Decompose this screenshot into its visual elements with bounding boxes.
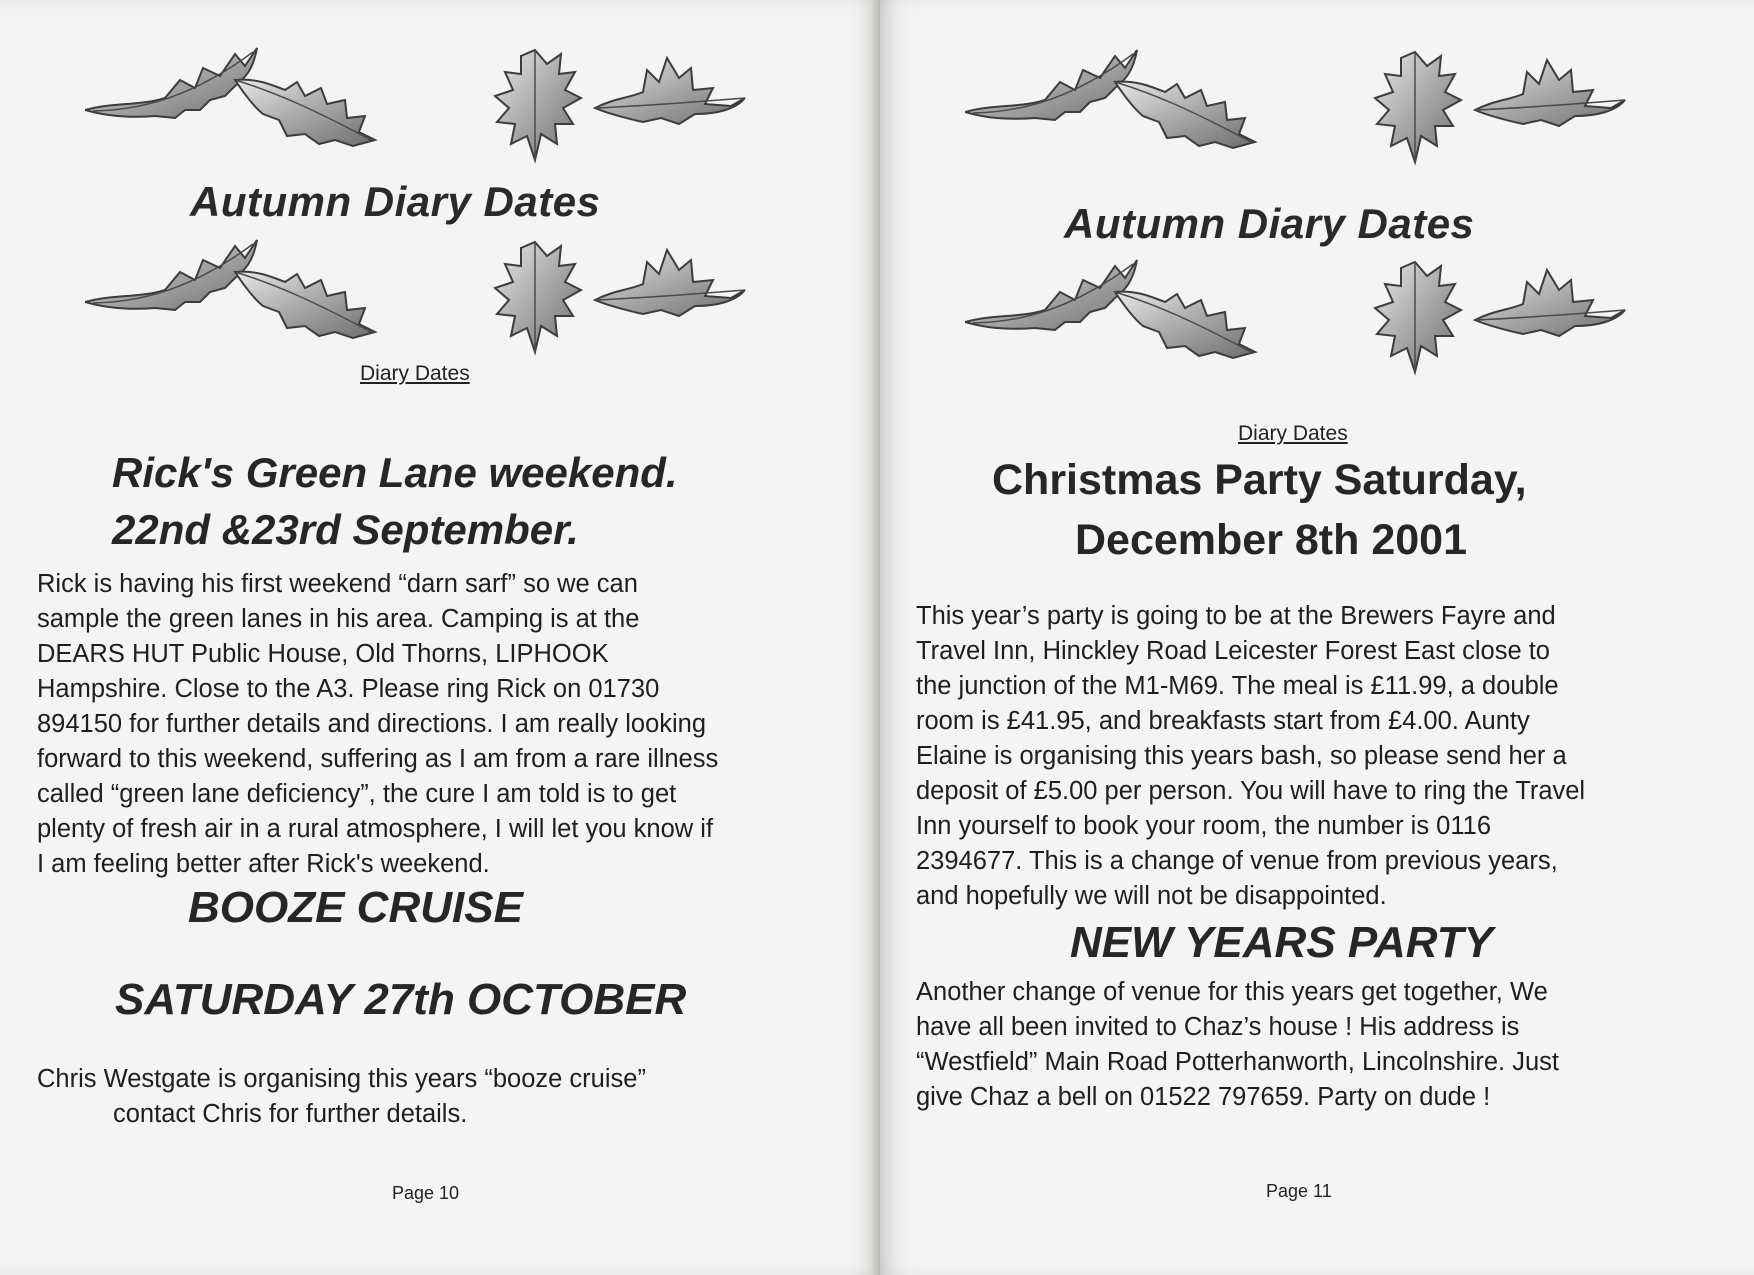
event-date: 22nd &23rd September. [112, 506, 579, 553]
event-title: BOOZE CRUISE [188, 883, 523, 932]
text-line: contact Chris for further details. [113, 1100, 468, 1128]
text-line: Inn yourself to book your room, the number is 0116 [916, 812, 1492, 840]
holly-leaf-icon [85, 40, 765, 170]
text-line: 2394677. This is a change of venue from previous years, [916, 847, 1558, 875]
event-title: Christmas Party Saturday, [992, 456, 1527, 504]
text-line: Rick is having his first weekend “darn sarf” so we can [37, 570, 638, 598]
text-line: I am feeling better after Rick's weekend. [37, 850, 490, 878]
text-line: Travel Inn, Hinckley Road Leicester Forest East close to [916, 637, 1550, 665]
holly-leaf-icon [965, 252, 1645, 392]
page-number: Page 11 [1266, 1181, 1332, 1201]
section-heading: Autumn Diary Dates [190, 178, 601, 225]
right-page [880, 0, 1754, 1275]
event-title: Rick's Green Lane weekend. [112, 449, 678, 496]
event-date: SATURDAY 27th OCTOBER [115, 975, 687, 1024]
text-line: forward to this weekend, suffering as I am from a rare illness [37, 745, 719, 773]
text-line: called “green lane deficiency”, the cure I am told is to get [37, 780, 677, 808]
text-line: “Westfield” Main Road Potterhanworth, Lincolnshire. Just [916, 1048, 1559, 1076]
event-description [37, 1062, 646, 1132]
text-line: Elaine is organising this years bash, so please send her a [916, 742, 1567, 770]
diary-dates-label: Diary Dates [360, 362, 470, 385]
text-line: Chris Westgate is organising this years “booze cruise” [37, 1065, 646, 1093]
text-line: plenty of fresh air in a rural atmosphere, I will let you know if [37, 815, 714, 843]
text-line: have all been invited to Chaz’s house ! His address is [916, 1013, 1520, 1041]
section-heading: Autumn Diary Dates [1064, 200, 1475, 247]
event-title: NEW YEARS PARTY [1070, 918, 1493, 967]
event-date: December 8th 2001 [1075, 516, 1467, 564]
text-line: the junction of the M1-M69. The meal is £11.99, a double [916, 672, 1559, 700]
event-description [916, 975, 1559, 1115]
event-description [916, 599, 1585, 914]
holly-leaf-icon [965, 42, 1645, 172]
holly-leaf-icon [85, 232, 765, 372]
text-line: room is £41.95, and breakfasts start from £4.00. Aunty [916, 707, 1530, 735]
text-line: This year’s party is going to be at the Brewers Fayre and [916, 602, 1556, 630]
diary-dates-label: Diary Dates [1238, 422, 1348, 445]
text-line: 894150 for further details and directions. I am really looking [37, 710, 707, 738]
text-line: deposit of £5.00 per person. You will have to ring the Travel [916, 777, 1586, 805]
text-line: Another change of venue for this years get together, We [916, 978, 1548, 1006]
text-line: give Chaz a bell on 01522 797659. Party on dude ! [916, 1083, 1491, 1111]
page-number: Page 10 [392, 1183, 460, 1203]
text-line: DEARS HUT Public House, Old Thorns, LIPHOOK [37, 640, 609, 668]
text-line: Hampshire. Close to the A3. Please ring Rick on 01730 [37, 675, 660, 703]
event-description [37, 567, 718, 882]
text-line: sample the green lanes in his area. Camping is at the [37, 605, 640, 633]
text-line: and hopefully we will not be disappointed. [916, 882, 1387, 910]
